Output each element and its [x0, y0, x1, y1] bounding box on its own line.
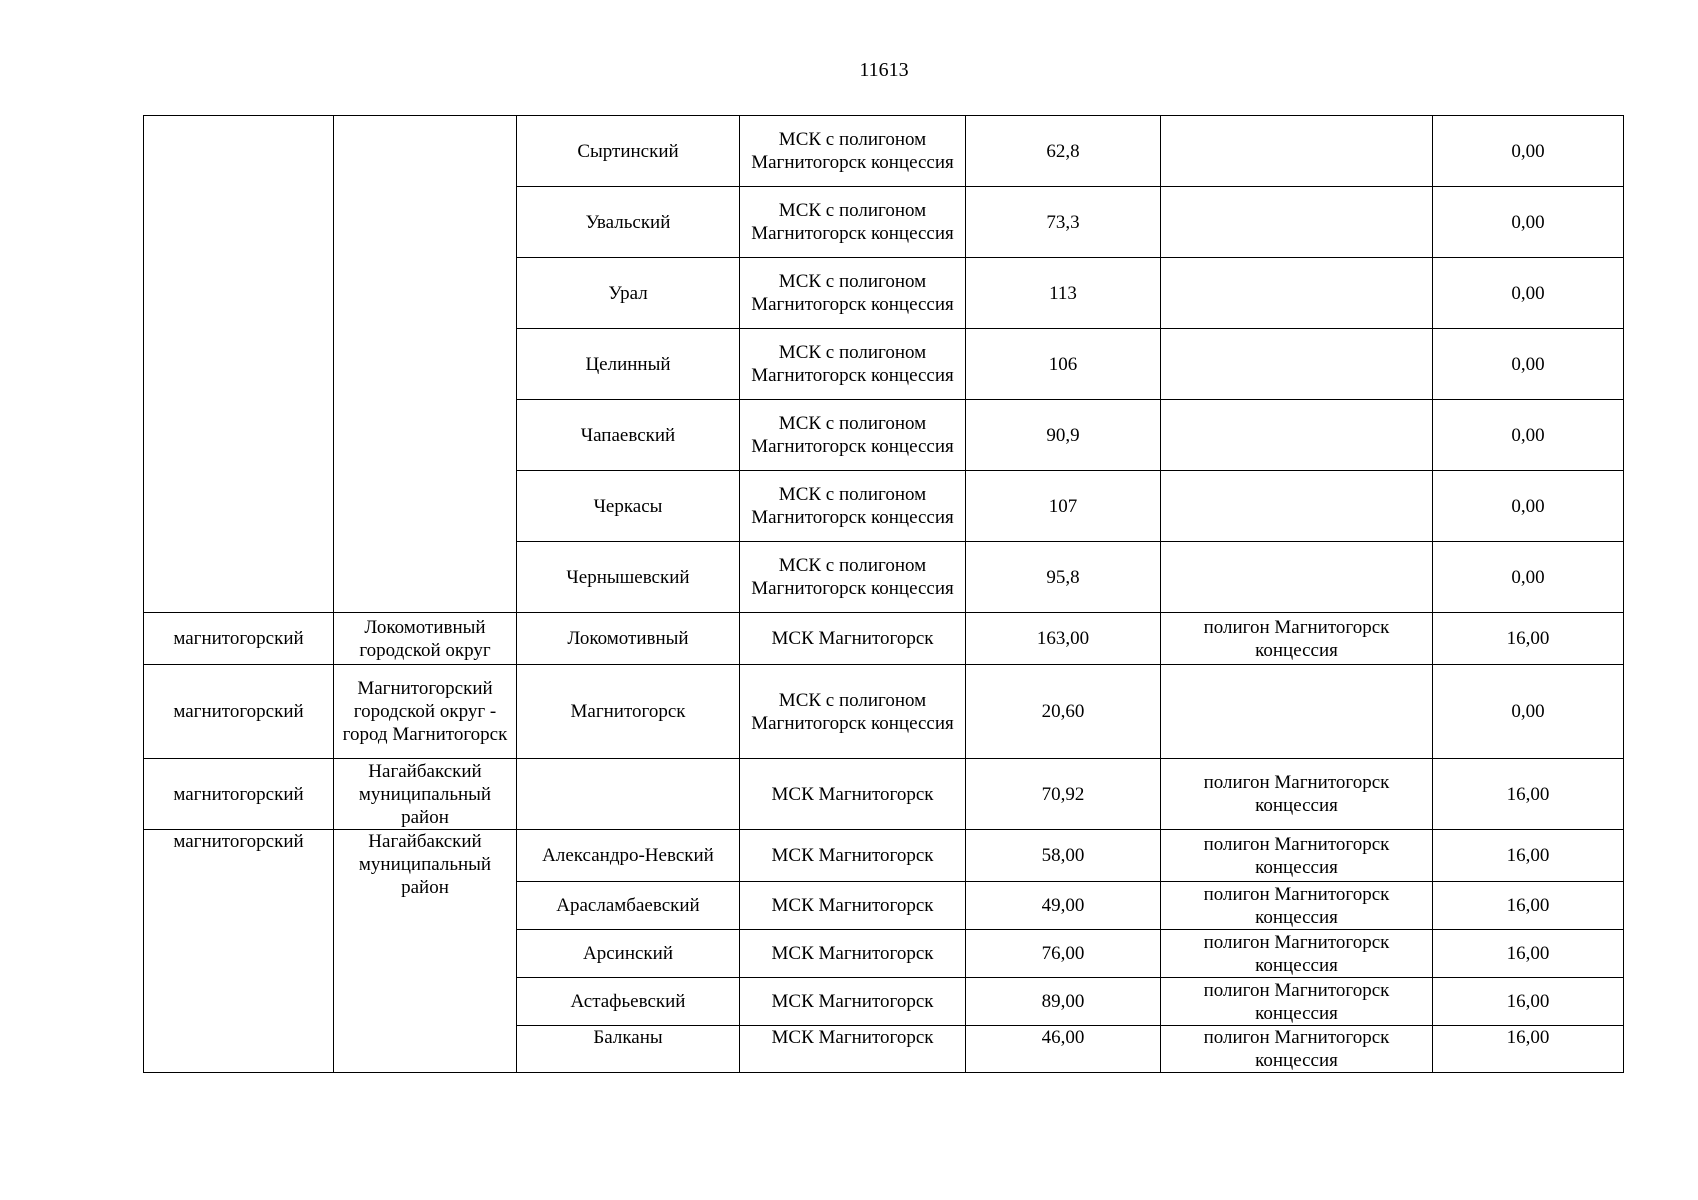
tariff-cell: 0,00 — [1433, 116, 1624, 187]
tariff-cell: 16,00 — [1433, 759, 1624, 830]
settlement-cell: Астафьевский — [517, 978, 740, 1026]
landfill-cell — [1161, 116, 1433, 187]
distance-cell: 49,00 — [966, 882, 1161, 930]
collector-cell: МСК Магнитогорск — [740, 978, 966, 1026]
landfill-cell — [1161, 258, 1433, 329]
collector-cell: МСК с полигоном Магнитогорск концессия — [740, 258, 966, 329]
distance-cell: 58,00 — [966, 830, 1161, 882]
settlement-cell: Чернышевский — [517, 542, 740, 613]
distance-cell: 90,9 — [966, 400, 1161, 471]
collector-cell: МСК Магнитогорск — [740, 882, 966, 930]
collector-cell: МСК Магнитогорск — [740, 1026, 966, 1073]
distance-cell: 107 — [966, 471, 1161, 542]
collector-cell: МСК Магнитогорск — [740, 830, 966, 882]
collector-cell: МСК с полигоном Магнитогорск концессия — [740, 542, 966, 613]
tariff-cell: 0,00 — [1433, 187, 1624, 258]
settlement-cell: Арсинский — [517, 930, 740, 978]
distance-cell: 106 — [966, 329, 1161, 400]
landfill-cell: полигон Магнитогорск концессия — [1161, 882, 1433, 930]
table-row — [144, 116, 1624, 187]
tariff-table — [143, 115, 1624, 1073]
collector-cell: МСК с полигоном Магнитогорск концессия — [740, 187, 966, 258]
collector-cell: МСК с полигоном Магнитогорск концессия — [740, 329, 966, 400]
settlement-cell: Магнитогорск — [517, 665, 740, 759]
landfill-cell — [1161, 329, 1433, 400]
landfill-cell — [1161, 187, 1433, 258]
settlement-cell: Увальский — [517, 187, 740, 258]
distance-cell: 113 — [966, 258, 1161, 329]
tariff-cell: 0,00 — [1433, 665, 1624, 759]
settlement-cell: Сыртинский — [517, 116, 740, 187]
distance-cell: 163,00 — [966, 613, 1161, 665]
settlement-cell: Арасламбаевский — [517, 882, 740, 930]
page-number: 11613 — [859, 59, 909, 81]
distance-cell: 73,3 — [966, 187, 1161, 258]
municipality-cell: Магнитогорский городской округ - город Магнитогорск — [334, 665, 517, 759]
settlement-cell: Балканы — [517, 1026, 740, 1073]
municipality-cell: Локомотивный городской округ — [334, 613, 517, 665]
collector-cell: МСК с полигоном Магнитогорск концессия — [740, 665, 966, 759]
settlement-cell: Целинный — [517, 329, 740, 400]
settlement-cell: Александро-Невский — [517, 830, 740, 882]
distance-cell: 62,8 — [966, 116, 1161, 187]
collector-cell: МСК с полигоном Магнитогорск концессия — [740, 116, 966, 187]
tariff-cell: 0,00 — [1433, 258, 1624, 329]
settlement-cell: Локомотивный — [517, 613, 740, 665]
tariff-cell: 0,00 — [1433, 471, 1624, 542]
landfill-cell — [1161, 542, 1433, 613]
landfill-cell — [1161, 665, 1433, 759]
tariff-cell: 16,00 — [1433, 1026, 1624, 1073]
operator-cell: магнитогорский — [144, 613, 334, 665]
table-row — [144, 830, 1624, 882]
collector-cell: МСК Магнитогорск — [740, 613, 966, 665]
operator-cell: магнитогорский — [144, 665, 334, 759]
collector-cell: МСК Магнитогорск — [740, 759, 966, 830]
distance-cell: 76,00 — [966, 930, 1161, 978]
collector-cell: МСК с полигоном Магнитогорск концессия — [740, 471, 966, 542]
tariff-cell: 0,00 — [1433, 400, 1624, 471]
municipality-cell: Нагайбакский муниципальный район — [334, 759, 517, 830]
tariff-cell: 16,00 — [1433, 930, 1624, 978]
operator-cell — [144, 116, 334, 613]
settlement-cell: Урал — [517, 258, 740, 329]
municipality-cell — [334, 116, 517, 613]
settlement-cell: Черкасы — [517, 471, 740, 542]
landfill-cell: полигон Магнитогорск концессия — [1161, 830, 1433, 882]
landfill-cell — [1161, 471, 1433, 542]
landfill-cell: полигон Магнитогорск концессия — [1161, 759, 1433, 830]
municipality-cell: Нагайбакский муниципальный район — [334, 830, 517, 1073]
landfill-cell: полигон Магнитогорск концессия — [1161, 978, 1433, 1026]
distance-cell: 20,60 — [966, 665, 1161, 759]
landfill-cell: полигон Магнитогорск концессия — [1161, 930, 1433, 978]
tariff-cell: 0,00 — [1433, 329, 1624, 400]
collector-cell: МСК с полигоном Магнитогорск концессия — [740, 400, 966, 471]
tariff-cell: 16,00 — [1433, 613, 1624, 665]
distance-cell: 89,00 — [966, 978, 1161, 1026]
distance-cell: 46,00 — [966, 1026, 1161, 1073]
settlement-cell: Чапаевский — [517, 400, 740, 471]
tariff-cell: 16,00 — [1433, 978, 1624, 1026]
tariff-cell: 0,00 — [1433, 542, 1624, 613]
landfill-cell: полигон Магнитогорск концессия — [1161, 613, 1433, 665]
operator-cell: магнитогорский — [144, 759, 334, 830]
distance-cell: 95,8 — [966, 542, 1161, 613]
table-row — [144, 665, 1624, 759]
landfill-cell — [1161, 400, 1433, 471]
collector-cell: МСК Магнитогорск — [740, 930, 966, 978]
tariff-cell: 16,00 — [1433, 882, 1624, 930]
settlement-cell — [517, 759, 740, 830]
operator-cell: магнитогорский — [144, 830, 334, 1073]
tariff-cell: 16,00 — [1433, 830, 1624, 882]
distance-cell: 70,92 — [966, 759, 1161, 830]
table-row — [144, 759, 1624, 830]
landfill-cell: полигон Магнитогорск концессия — [1161, 1026, 1433, 1073]
table-row — [144, 613, 1624, 665]
